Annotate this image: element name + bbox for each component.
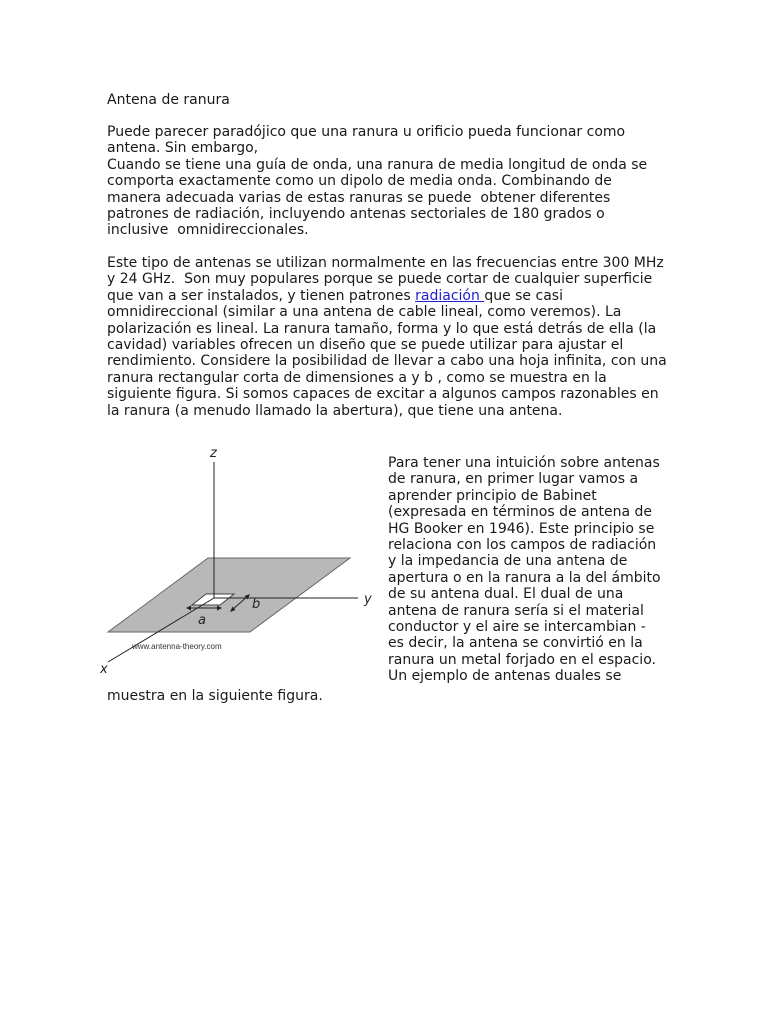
p2-line: siguiente figura. Si somos capaces de excitar a algunos campos razonables en: [107, 386, 659, 403]
column-line: HG Booker en 1946). Este principio se: [388, 520, 655, 537]
column-line: es decir, la antena se convirtió en la: [388, 635, 643, 652]
dim-a-label: a: [198, 613, 206, 628]
p1-line: inclusive omnidireccionales.: [107, 222, 309, 239]
column-line: y la impedancia de una antena de: [388, 553, 628, 570]
doc-title: Antena de ranura: [107, 92, 230, 108]
column-line: de su antena dual. El dual de una: [388, 586, 624, 603]
p2-line: cavidad) variables ofrecen un diseño que se puede utilizar para ajustar el: [107, 337, 624, 353]
p2-line: ranura rectangular corta de dimensiones a y b , como se muestra en la: [107, 369, 607, 386]
p2-line: polarización es lineal. La ranura tamaño, forma y lo que está detrás de ella (la: [107, 320, 657, 337]
column-line: apertura o en la ranura a la del ámbito: [388, 569, 661, 586]
p1-line: Puede parecer paradójico que una ranura u orificio pueda funcionar como: [107, 124, 626, 140]
p2-text: que se casi: [484, 287, 563, 304]
radiacion-link[interactable]: radiación: [415, 287, 485, 304]
column-line: (expresada en términos de antena de: [388, 504, 653, 521]
column-line: relaciona con los campos de radiación: [388, 537, 657, 553]
column-line: conductor y el aire se intercambian -: [388, 619, 646, 635]
column-line: aprender principio de Babinet: [388, 487, 597, 504]
p1-line: comporta exactamente como un dipolo de media onda. Combinando de: [107, 173, 612, 190]
p2-line: omnidireccional (similar a una antena de cable lineal, como veremos). La: [107, 304, 622, 321]
column-line: antena de ranura sería si el material: [388, 602, 644, 619]
x-axis-label: x: [100, 662, 108, 677]
p1-line: Cuando se tiene una guía de onda, una ranura de media longitud de onda se: [107, 156, 648, 173]
column-line: Para tener una intuición sobre antenas: [388, 455, 660, 471]
p1-line: patrones de radiación, incluyendo antenas sectoriales de 180 grados o: [107, 206, 605, 222]
p2-line: rendimiento. Considere la posibilidad de llevar a cabo una hoja infinita, con una: [107, 353, 667, 370]
tail-line: muestra en la siguiente figura.: [107, 688, 323, 704]
p2-line: Este tipo de antenas se utilizan normalmente en las frecuencias entre 300 MHz: [107, 255, 664, 271]
p1-line: antena. Sin embargo,: [107, 140, 259, 157]
watermark-text: www.antenna-theory.com: [132, 642, 222, 651]
p2-text: que van a ser instalados, y tienen patrones: [107, 287, 416, 304]
y-axis-label: y: [364, 592, 372, 607]
p2-line-with-link: [107, 288, 563, 304]
p1-line: manera adecuada varias de estas ranuras se puede obtener diferentes: [107, 189, 611, 206]
slot-antenna-figure: [100, 440, 380, 680]
column-line: ranura un metal forjado en el espacio.: [388, 651, 656, 668]
z-axis-label: z: [210, 446, 217, 461]
p2-line: y 24 GHz. Son muy populares porque se puede cortar de cualquier superficie: [107, 271, 653, 288]
p2-line: la ranura (a menudo llamado la abertura), que tiene una antena.: [107, 402, 563, 419]
column-line: de ranura, en primer lugar vamos a: [388, 471, 639, 488]
column-line: Un ejemplo de antenas duales se: [388, 668, 622, 685]
dim-b-label: b: [252, 597, 261, 612]
